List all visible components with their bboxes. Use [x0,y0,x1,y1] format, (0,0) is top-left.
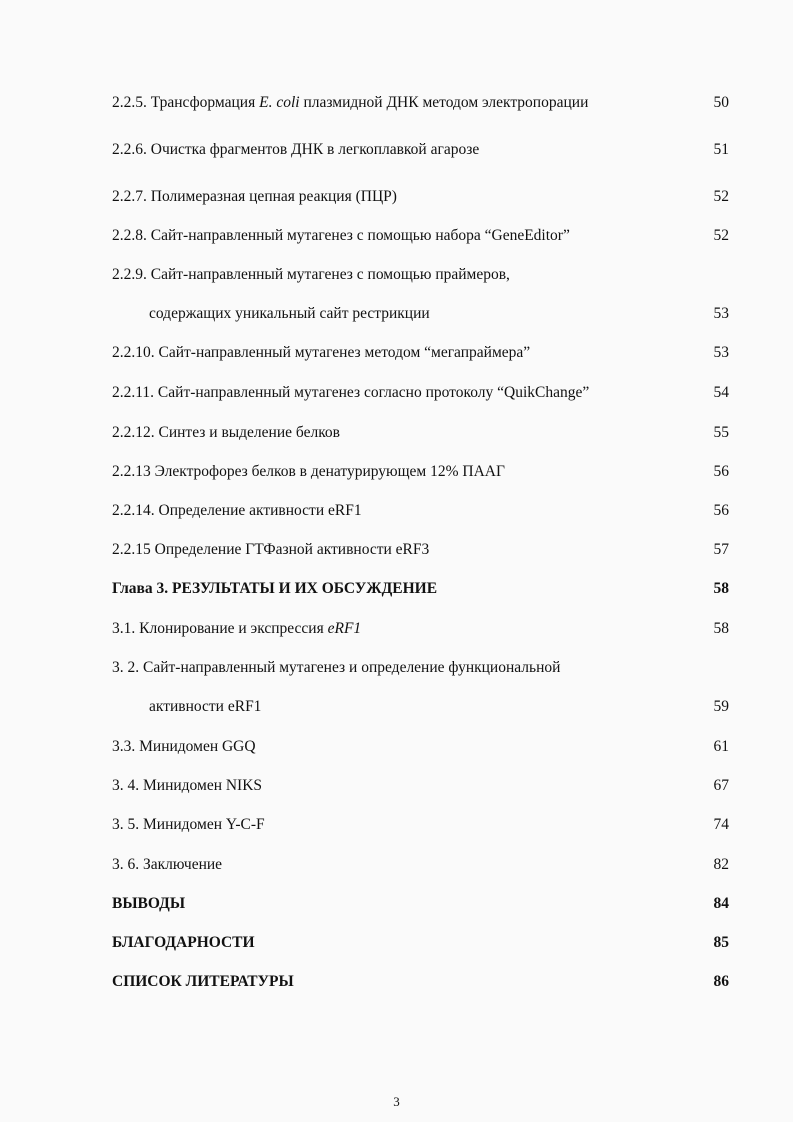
toc-entry-page: 51 [713,141,729,158]
toc-entry-title: содержащих уникальный сайт рестрикции [149,305,430,322]
toc-entry-page: 59 [713,698,729,715]
toc-entry-title: 2.2.13 Электрофорез белков в денатурирующем 12% ПААГ [112,463,505,480]
toc-entry-title: 3.3. Минидомен GGQ [112,738,256,755]
toc-entry-title: 2.2.7. Полимеразная цепная реакция (ПЦР) [112,188,397,205]
toc-entry-page: 56 [713,463,729,480]
toc-entry-page: 50 [713,94,729,111]
toc-entry-title: 3.1. Клонирование и экспрессия eRF1 [112,620,362,637]
toc-entry-title: 3. 4. Минидомен NIKS [112,777,263,794]
toc-entry-title: 2.2.12. Синтез и выделение белков [112,424,341,441]
toc-entry-page: 58 [713,620,729,637]
toc-entry-page: 86 [713,973,729,990]
toc-entry-title: 3. 2. Сайт-направленный мутагенез и определение функциональной [112,659,561,676]
toc-entry-title: 2.2.9. Сайт-направленный мутагенез с помощью праймеров, [112,266,510,283]
toc-entry-page: 58 [713,580,729,597]
toc-entry-page: 57 [713,541,729,558]
toc-entry-title: ВЫВОДЫ [112,895,186,912]
toc-entry-title: Глава 3. РЕЗУЛЬТАТЫ И ИХ ОБСУЖДЕНИЕ [112,580,438,597]
toc-entry-page: 56 [713,502,729,519]
toc-entry-page: 53 [713,305,729,322]
toc-entry-title: активности eRF1 [149,698,262,715]
toc-entry-title: 2.2.14. Определение активности eRF1 [112,502,362,519]
toc-entry-page: 52 [713,227,729,244]
toc-entry-title: 2.2.6. Очистка фрагментов ДНК в легкоплавкой агарозе [112,141,480,158]
page-number: 3 [393,1094,400,1109]
toc-entry-title: 2.2.11. Сайт-направленный мутагенез согласно протоколу “QuikChange” [112,384,590,401]
toc-entry-page: 52 [713,188,729,205]
toc-entry-page: 84 [713,895,729,912]
toc-entry-page: 67 [713,777,729,794]
toc-entry-title: 2.2.15 Определение ГТФазной активности eRF3 [112,541,430,558]
toc-entry-title: СПИСОК ЛИТЕРАТУРЫ [112,973,294,990]
toc-entry-page: 55 [713,424,729,441]
toc-entry-title: 3. 6. Заключение [112,856,223,873]
toc-entry-page: 54 [713,384,729,401]
toc-entry-page: 82 [713,856,729,873]
toc-entry-page: 53 [713,344,729,361]
toc-entry-page: 85 [713,934,729,951]
toc-entry-page: 74 [713,816,729,833]
toc-entry-page: 61 [713,738,729,755]
toc-entry-title: 2.2.8. Сайт-направленный мутагенез с помощью набора “GeneEditor” [112,227,570,244]
toc-entry-title: 3. 5. Минидомен Y-C-F [112,816,265,833]
toc-entry-title: 2.2.5. Трансформация E. coli плазмидной ДНК методом электропорации [112,94,589,111]
toc-entry-title: 2.2.10. Сайт-направленный мутагенез методом “мегапраймера” [112,344,531,361]
toc-entry-title: БЛАГОДАРНОСТИ [112,934,255,951]
